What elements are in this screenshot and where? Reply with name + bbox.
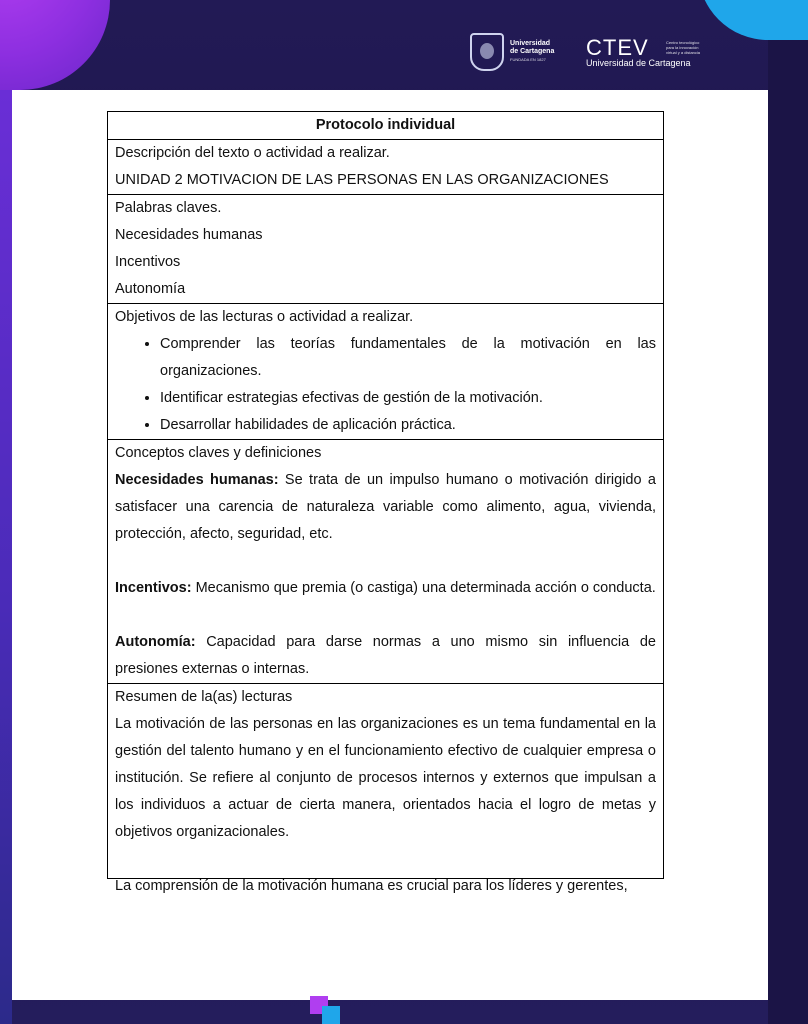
objective-item: • Comprender las teorías fundamentales de la motivación en las organizaciones. [160,331,656,385]
ctev-tiny: Centro tecnológico para la innovación virtual y a distancia [666,40,701,55]
ctev-sub: Universidad de Cartagena [586,58,691,68]
left-accent-strip [0,90,12,1024]
udc-line2: de Cartagena [510,48,555,55]
udc-line1: Universidad [510,40,551,47]
ctev-logo [586,35,701,69]
objective-item: • Identificar estrategias efectivas de gestión de la motivación. [160,385,656,412]
objective-item: • Desarrollar habilidades de aplicación práctica. [160,412,656,439]
keywords-cell [108,195,664,304]
keyword-item: Necesidades humanas [115,227,263,243]
crest-icon [470,33,504,71]
objectives-list [115,331,656,439]
spacer [115,548,656,575]
concepts-label: Conceptos claves y definiciones [115,445,322,461]
concept-definition: Mecanismo que premia (o castiga) una determinada acción o conducta. [191,580,656,596]
concept-definition: Capacidad para darse normas a uno mismo sin influencia de presiones externas o internas. [115,634,656,677]
summary-cell [108,684,664,894]
concept-term: Incentivos: [115,580,192,596]
summary-paragraph: La motivación de las personas en las organizaciones es un tema fundamental en la gestión del talento humano y en el funcionamiento efectivo de cualquier empresa o institución. Se refiere al conjunto de procesos internos y externos que impulsan a los individuos a actuar de cierta manera, orientados hacia el logro de metas y objetivos organizacionales. [115,716,656,840]
cyan-square-decoration [322,1006,340,1024]
keywords-row [108,195,664,304]
header-bar [0,0,768,90]
concept-term: Autonomía: [115,634,196,650]
concepts-cell [108,440,664,684]
udc-logo-text [510,40,554,64]
summary-row [108,684,664,879]
description-label: Descripción del texto o actividad a realizar. [115,145,390,161]
summary-content [115,684,656,894]
title-row [108,112,664,140]
keyword-item: Incentivos [115,254,181,270]
spacer [115,602,656,629]
udc-small: FUNDADA EN 1827 [510,57,546,62]
concept-term: Necesidades humanas: [115,472,279,488]
concept-incentivos [115,575,656,602]
objectives-cell [108,304,664,440]
concept-autonomia [115,629,656,683]
protocol-table [107,111,664,894]
summary-paragraph: La comprensión de la motivación humana es crucial para los líderes y gerentes, [115,878,628,894]
description-row [108,140,664,195]
keywords-label: Palabras claves. [115,200,222,216]
document-page [12,90,768,1000]
objectives-row [108,304,664,440]
summary-label: Resumen de la(as) lecturas [115,689,293,705]
keyword-item: Autonomía [115,281,186,297]
concept-definition: Se trata de un impulso humano o motivación dirigido a satisfacer una carencia de naturaleza variable como alimento, agua, vivienda, protección, afecto, seguridad, etc. [115,472,656,542]
universidad-de-cartagena-logo [470,32,554,72]
spacer [115,846,656,873]
ctev-main: CTEV [586,35,649,60]
document-title: Protocolo individual [108,112,664,140]
objectives-label: Objetivos de las lecturas o actividad a realizar. [115,309,414,325]
concept-necesidades [115,467,656,548]
description-value: UNIDAD 2 MOTIVACION DE LAS PERSONAS EN LAS ORGANIZACIONES [115,172,609,188]
description-cell [108,140,664,195]
concepts-row [108,440,664,684]
